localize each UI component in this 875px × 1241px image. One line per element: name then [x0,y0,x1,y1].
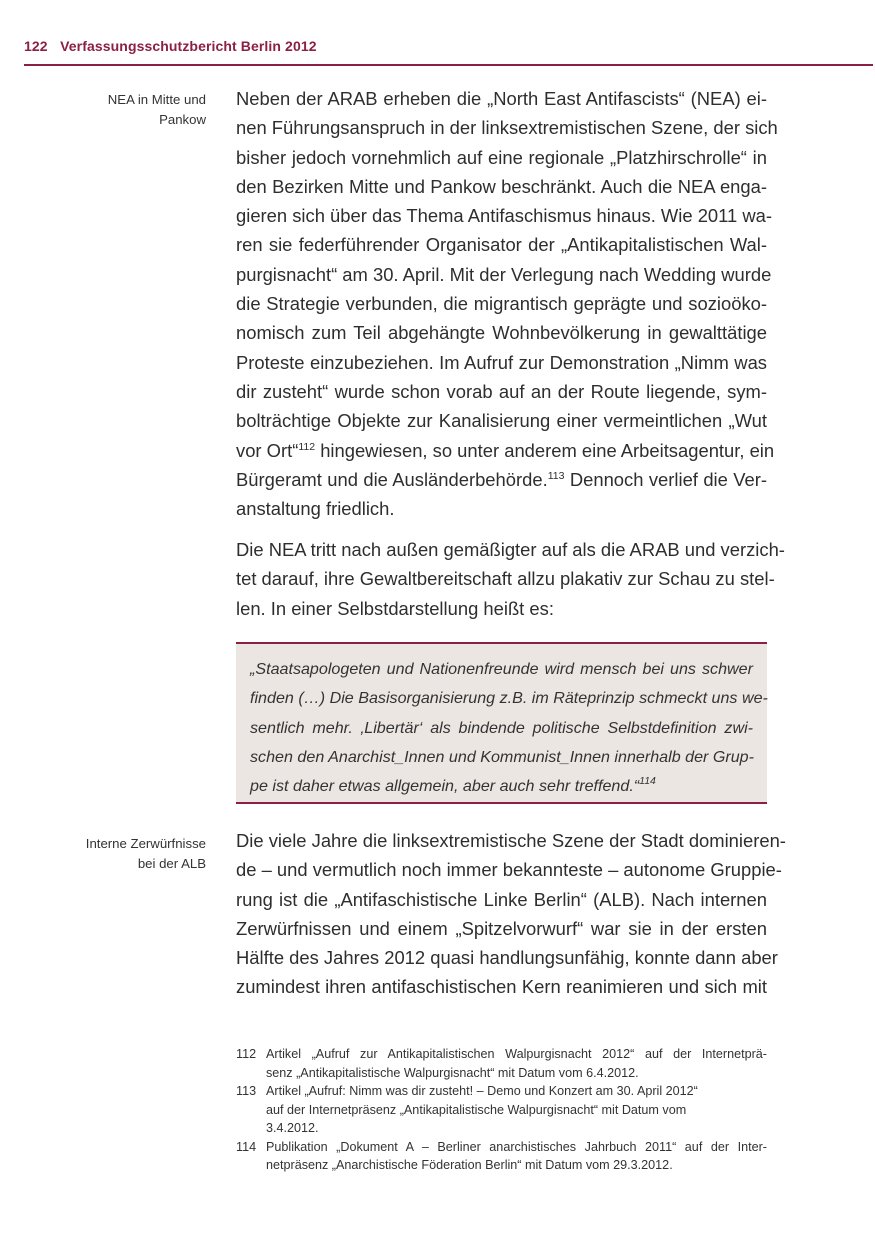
text-line: tet darauf, ihre Gewaltbereitschaft allzu plakativ zur Schau zu stel- [236,568,775,590]
footnote-number: 114 [236,1139,257,1154]
text-line: purgisnacht“ am 30. April. Mit der Verlegung nach Wedding wurde [236,263,772,285]
quote-line: finden (…) Die Basisorganisierung z.B. im Räteprinzip schmeckt uns we- [250,689,768,708]
quote-box [236,642,767,804]
footnote-ref-113: 113 [547,469,565,482]
margin-note-line: Interne Zerwürfnisse [85,836,206,851]
text-fragment: Bürgeramt und die Ausländerbehörde. [236,468,548,490]
page-header [24,38,873,66]
footnote-number: 112 [236,1047,257,1061]
text-line [236,436,775,465]
text-line: rung ist die „Antifaschistische Linke Berlin“ (ALB). Nach internen [236,888,767,910]
margin-note-line: NEA in Mitte und [107,92,206,107]
footnote-number: 113 [236,1084,257,1098]
footnote-line: senz „Antikapitalistische Walpurgisnacht“ mit Datum vom 6.4.2012. [266,1065,639,1080]
text-line: nomisch zum Teil abgehängte Wohnbevölkerung in gewalttätige [236,322,767,344]
text-line: bisher jedoch vornehmlich auf eine regionale „Platzhirschrolle“ in [236,146,767,168]
text-line: die Strategie verbunden, die migrantisch geprägte und sozioöko- [236,293,767,315]
footnote-text: Artikel „Aufruf zur Antikapitalistischen Walpurgisnacht 2012“ auf der Internetprä- [266,1047,767,1061]
footnote-ref-112: 112 [298,440,316,453]
text-line: gieren sich über das Thema Antifaschismus hinaus. Wie 2011 wa- [236,205,772,227]
footnote-text: Artikel „Aufruf: Nimm was dir zusteht! – Demo und Konzert am 30. April 2012“ [266,1084,698,1098]
margin-note-line: Pankow [159,112,206,127]
text-line: Proteste einzubeziehen. Im Aufruf zur Demonstration „Nimm was [236,351,767,373]
text-line: nen Führungsanspruch in der linksextremistischen Szene, der sich [236,117,778,139]
paragraph-nea-self [236,535,785,623]
footnote-line: 3.4.2012. [266,1121,319,1135]
footnote-line: auf der Internetpräsenz „Antikapitalistische Walpurgisnacht“ mit Datum vom [266,1102,687,1117]
text-line: anstaltung friedlich. [236,498,395,520]
quote-line: „Staatsapologeten und Nationenfreunde wird mensch bei uns schwer [250,660,753,678]
text-fragment: Dennoch verlief die Ver- [564,468,767,490]
text-line: len. In einer Selbstdarstellung heißt es: [236,597,554,619]
quote-line: schen den Anarchist_Innen und Kommunist_Innen innerhalb der Grup- [250,747,754,766]
quote-line: sentlich mehr. ‚Libertär‘ als bindende politische Selbstdefinition zwi- [250,718,753,737]
paragraph-nea [236,84,778,523]
text-fragment: vor Ort“ [236,439,299,461]
text-line: Hälfte des Jahres 2012 quasi handlungsunfähig, konnte dann aber [236,947,778,969]
text-line: bolträchtige Objekte zur Kanalisierung einer vermeintlichen „Wut [236,410,767,432]
text-fragment: hingewiesen, so unter anderem eine Arbeitsagentur, ein [315,439,775,461]
quote-line [250,772,753,801]
text-line: zumindest ihren antifaschistischen Kern reanimieren und sich mit [236,976,767,998]
text-line: Die viele Jahre die linksextremistische Szene der Stadt dominieren- [236,830,786,851]
text-line: Die NEA tritt nach außen gemäßigter auf als die ARAB und verzich- [236,539,785,560]
footnote-ref-114: 114 [639,775,656,788]
footnotes [236,1045,767,1175]
footnote-line: netpräsenz „Anarchistische Föderation Berlin“ mit Datum vom 29.3.2012. [266,1158,673,1172]
text-line: de – und vermutlich noch immer bekannteste – autonome Gruppie- [236,859,782,881]
margin-note-line: bei der ALB [137,856,206,871]
publication-title: Verfassungsschutzbericht Berlin 2012 [60,38,317,54]
quote-text [250,655,768,801]
margin-note-alb [40,834,206,874]
paragraph-alb [236,826,786,1002]
text-line [236,465,767,494]
footnote-114 [236,1138,767,1157]
margin-note-nea [40,90,206,130]
footnote-113 [236,1082,767,1101]
text-line: Zerwürfnissen und einem „Spitzelvorwurf“ war sie in der ersten [236,917,767,939]
text-line: den Bezirken Mitte und Pankow beschränkt. Auch die NEA enga- [236,175,767,197]
text-line: dir zusteht“ wurde schon vorab auf an der Route liegende, sym- [236,380,767,402]
quote-fragment: pe ist daher etwas allgemein, aber auch sehr treffend.“ [250,777,640,796]
text-line: Neben der ARAB erheben die „North East Antifascists“ (NEA) ei- [236,88,767,109]
text-line: ren sie federführender Organisator der „Antikapitalistischen Wal- [236,234,767,256]
footnote-text: Publikation „Dokument A – Berliner anarchistisches Jahrbuch 2011“ auf der Inter- [266,1139,767,1154]
footnote-112 [236,1045,767,1064]
page-number: 122 [24,38,48,54]
